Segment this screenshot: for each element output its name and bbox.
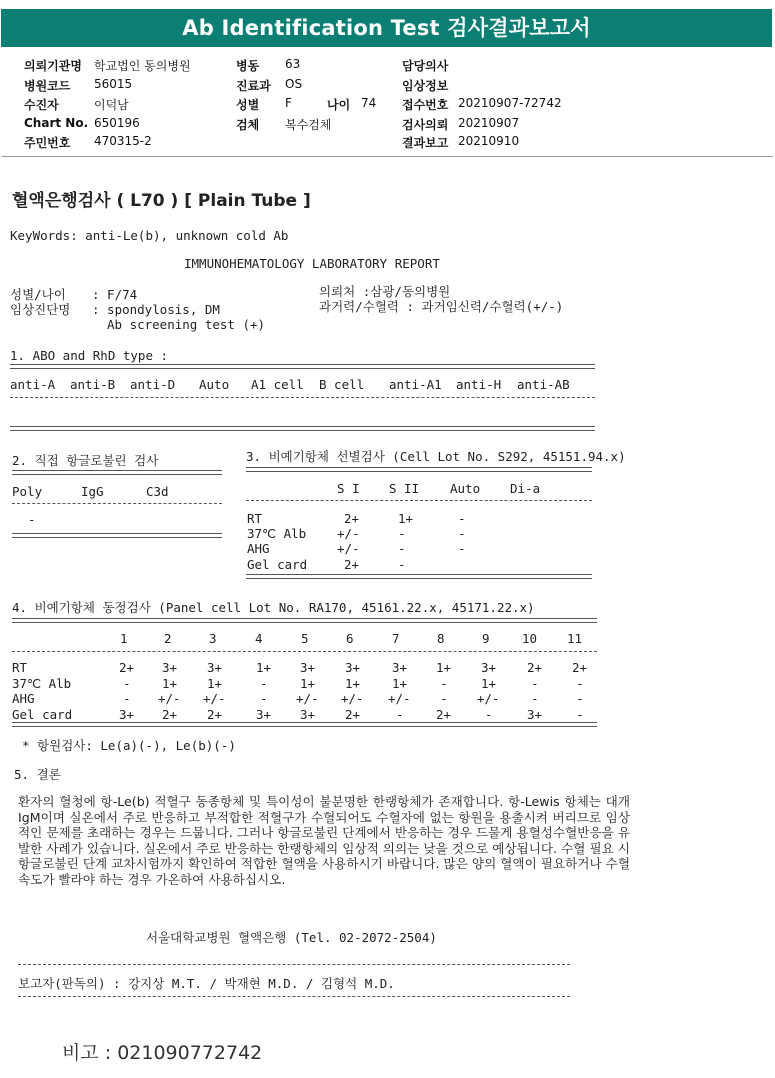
screening-cell: - xyxy=(458,511,466,526)
conclusion-title: 5. 결론 xyxy=(14,767,61,782)
panel-mid-rule xyxy=(12,651,597,652)
panel-cell: 2+ xyxy=(207,707,223,722)
screening-cell: 2+ xyxy=(344,511,360,526)
dat-value: - xyxy=(28,512,36,527)
diagnosis-value: : spondylosis, DM xyxy=(92,302,220,317)
abo-header: anti-A xyxy=(10,377,56,392)
panel-cell: - xyxy=(440,691,448,706)
referrer: 의뢰처 :삼광/동의병원 xyxy=(319,284,451,299)
dat-header: IgG xyxy=(81,484,104,499)
sex-age-label: 성별/나이 xyxy=(10,287,66,302)
screening-cell: - xyxy=(398,557,406,572)
diagnosis-value-2: Ab screening test (+) xyxy=(107,317,266,332)
section-title: 혈액은행검사 ( L70 ) [ Plain Tube ] xyxy=(12,191,311,211)
screening-cell: 1+ xyxy=(398,511,414,526)
screening-cell: - xyxy=(398,541,406,556)
panel-title: 4. 비예기항체 동정검사 (Panel cell Lot No. RA170, 45161.22.x, 45171.22.x) xyxy=(12,600,535,615)
panel-cell: 1+ xyxy=(345,676,361,691)
screening-header: Auto xyxy=(450,481,481,496)
panel-col-header: 1 xyxy=(120,631,128,646)
panel-col-header: 11 xyxy=(567,631,583,646)
panel-cell: - xyxy=(576,691,584,706)
report-subtitle: IMMUNOHEMATOLOGY LABORATORY REPORT xyxy=(184,256,440,271)
panel-cell: 1+ xyxy=(436,660,452,675)
panel-cell: - xyxy=(576,707,584,722)
screening-cell: - xyxy=(398,526,406,541)
abo-mid-rule xyxy=(10,397,595,398)
panel-cell: 1+ xyxy=(207,676,223,691)
panel-cell: - xyxy=(396,707,404,722)
panel-cell: - xyxy=(260,691,268,706)
panel-cell: 3+ xyxy=(345,660,361,675)
panel-cell: +/- xyxy=(388,691,411,706)
dat-top-rule xyxy=(12,470,222,475)
panel-col-header: 5 xyxy=(301,631,309,646)
transfusion-history: 과거력/수혈력 : 과거임신력/수혈력(+/-) xyxy=(319,299,564,314)
dat-mid-rule xyxy=(12,503,222,504)
screening-cell: +/- xyxy=(337,526,360,541)
reporter-top-rule xyxy=(18,964,570,965)
remark: 비고 : 021090772742 xyxy=(62,1042,263,1064)
panel-cell: +/- xyxy=(296,691,319,706)
panel-cell: 2+ xyxy=(119,660,135,675)
panel-cell: - xyxy=(123,676,131,691)
panel-cell: 3+ xyxy=(162,660,178,675)
panel-col-header: 8 xyxy=(437,631,445,646)
dat-title: 2. 직접 항글로불린 검사 xyxy=(12,453,159,468)
panel-cell: 3+ xyxy=(527,707,543,722)
panel-cell: - xyxy=(123,691,131,706)
antigen-result: * 항원검사: Le(a)(-), Le(b)(-) xyxy=(22,738,236,753)
keywords: KeyWords: anti-Le(b), unknown cold Ab xyxy=(10,228,289,243)
panel-col-header: 6 xyxy=(346,631,354,646)
panel-row-label: Gel card xyxy=(12,707,73,722)
dat-header: C3d xyxy=(146,484,169,499)
abo-header: B cell xyxy=(319,377,365,392)
screening-cell: - xyxy=(458,526,466,541)
panel-cell: 2+ xyxy=(436,707,452,722)
panel-cell: 1+ xyxy=(481,676,497,691)
panel-cell: +/- xyxy=(158,691,181,706)
screening-mid-rule xyxy=(246,500,592,501)
panel-bottom-rule xyxy=(12,722,597,727)
panel-top-rule xyxy=(12,618,597,623)
panel-cell: - xyxy=(440,676,448,691)
panel-col-header: 4 xyxy=(255,631,263,646)
abo-header: A1 cell xyxy=(251,377,304,392)
header-divider xyxy=(2,156,773,157)
panel-cell: 3+ xyxy=(207,660,223,675)
screening-row-label: AHG xyxy=(247,541,270,556)
panel-row-label: 37℃ Alb xyxy=(12,676,72,691)
panel-cell: 2+ xyxy=(162,707,178,722)
screening-top-rule xyxy=(246,467,592,472)
reporter: 보고자(판독의) : 강지상 M.T. / 박재현 M.D. / 김형석 M.D. xyxy=(18,976,395,991)
panel-cell: 2+ xyxy=(572,660,588,675)
dat-bottom-rule xyxy=(12,533,222,538)
abo-header: anti-B xyxy=(70,377,116,392)
panel-col-header: 7 xyxy=(392,631,400,646)
abo-top-rule xyxy=(10,364,595,369)
abo-header: anti-AB xyxy=(517,377,570,392)
abo-title: 1. ABO and RhD type : xyxy=(10,348,169,363)
panel-cell: 2+ xyxy=(527,660,543,675)
panel-col-header: 10 xyxy=(522,631,538,646)
screening-row-label: Gel card xyxy=(247,557,308,572)
screening-header: S II xyxy=(389,481,420,496)
panel-cell: 1+ xyxy=(300,676,316,691)
panel-cell: 3+ xyxy=(119,707,135,722)
panel-cell: - xyxy=(260,676,268,691)
screening-cell: - xyxy=(458,541,466,556)
screening-title: 3. 비예기항체 선별검사 (Cell Lot No. S292, 45151.94.x) xyxy=(246,449,626,464)
panel-cell: 2+ xyxy=(345,707,361,722)
abo-bottom-rule xyxy=(10,426,595,431)
panel-cell: - xyxy=(531,676,539,691)
abo-header: anti-A1 xyxy=(389,377,442,392)
screening-cell: 2+ xyxy=(344,557,360,572)
abo-header: anti-D xyxy=(130,377,176,392)
panel-col-header: 3 xyxy=(209,631,217,646)
screening-bottom-rule xyxy=(246,574,592,579)
abo-header: anti-H xyxy=(456,377,502,392)
reporter-bottom-rule xyxy=(18,996,570,997)
panel-row-label: RT xyxy=(12,660,28,675)
abo-header: Auto xyxy=(199,377,230,392)
conclusion-text: 환자의 혈청에 항-Le(b) 적혈구 동종항체 및 특이성이 불분명한 한랭항체가 존재합니다. 항-Lewis 항체는 대개 IgM이며 실온에서 주로 반응하고 부적합한 적혈구가 수혈되어도 수혈자에 없는 항원을 용출시켜 버리므로 임상적인 문제를 초래하는 경우는 드뭅니다. 그러나 항글로불린 단계에서 반응하는 경우 드물게 용혈성수혈반응을 유발한 사례가 있습니다. 실온에서 주로 반응하는 한랭항체의 임상적 의의는 낮을 것으로 예상됩니다. 수혈 필요 시 항글로불린 단계 교차시험까지 확인하여 적합한 혈액을 사용하시기 바랍니다. 많은 양의 혈액이 필요하거나 수혈 속도가 빨라야 하는 경우 가온하여 사용하십시오. xyxy=(18,794,630,887)
screening-row-label: RT xyxy=(247,511,263,526)
panel-cell: - xyxy=(531,691,539,706)
panel-cell: +/- xyxy=(341,691,364,706)
panel-cell: 3+ xyxy=(300,660,316,675)
panel-row-label: AHG xyxy=(12,691,35,706)
report-title-bar: Ab Identification Test 검사결과보고서 xyxy=(1,9,772,47)
panel-cell: 3+ xyxy=(256,707,272,722)
panel-cell: +/- xyxy=(203,691,226,706)
screening-row-label: 37℃ Alb xyxy=(247,526,307,541)
panel-cell: 1+ xyxy=(256,660,272,675)
screening-header: Di-a xyxy=(510,481,541,496)
panel-col-header: 2 xyxy=(164,631,172,646)
panel-cell: +/- xyxy=(477,691,500,706)
screening-cell: +/- xyxy=(337,541,360,556)
panel-cell: 3+ xyxy=(300,707,316,722)
screening-header: S I xyxy=(337,481,360,496)
panel-cell: 1+ xyxy=(392,676,408,691)
panel-cell: 1+ xyxy=(162,676,178,691)
diagnosis-label: 임상진단명 xyxy=(10,302,71,317)
panel-cell: 3+ xyxy=(481,660,497,675)
sex-age-value: : F/74 xyxy=(92,287,138,302)
panel-col-header: 9 xyxy=(482,631,490,646)
panel-cell: - xyxy=(576,676,584,691)
blood-bank-contact: 서울대학교병원 혈액은행 (Tel. 02-2072-2504) xyxy=(146,930,437,945)
panel-cell: - xyxy=(485,707,493,722)
panel-cell: 3+ xyxy=(392,660,408,675)
dat-header: Poly xyxy=(12,484,43,499)
